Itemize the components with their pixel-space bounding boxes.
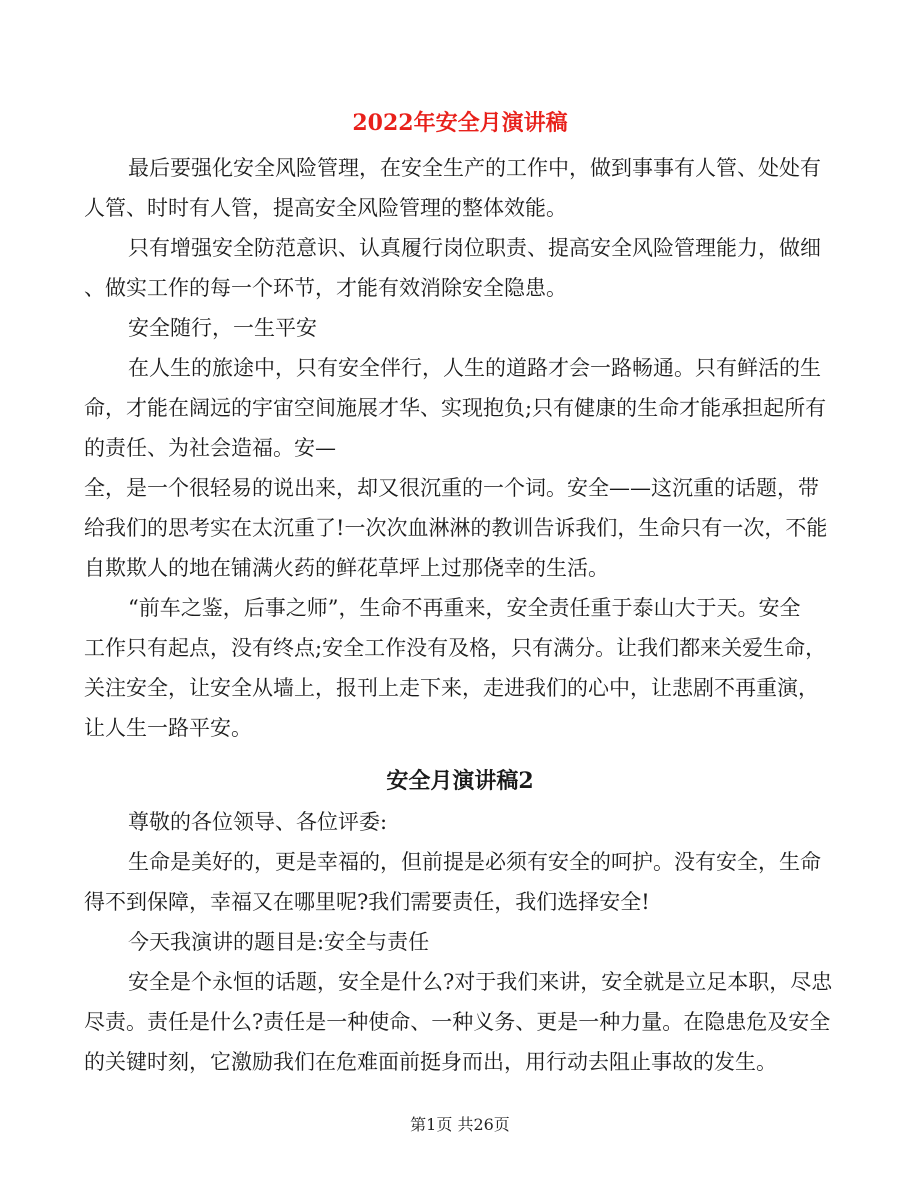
paragraph-line: 全，是一个很轻易的说出来，却又很沉重的一个词。安全——这沉重的话题，带	[84, 476, 819, 500]
paragraph-line: 的关键时刻，它激励我们在危难面前挺身而出，用行动去阻止事故的发生。	[84, 1050, 777, 1074]
section-subtitle: 安全月演讲稿2	[386, 768, 534, 794]
page-number: 第1页 共26页	[410, 1115, 510, 1134]
paragraph-line: 关注安全，让安全从墙上，报刊上走下来，走进我们的心中，让悲剧不再重演，	[84, 676, 819, 700]
paragraph-line: 生命是美好的，更是幸福的，但前提是必须有安全的呵护。没有安全，生命	[128, 850, 821, 874]
paragraph-line: 在人生的旅途中，只有安全伴行，人生的道路才会一路畅通。只有鲜活的生	[128, 356, 821, 380]
paragraph-line: 自欺欺人的地在铺满火药的鲜花草坪上过那侥幸的生活。	[84, 556, 609, 580]
body-section-1	[84, 148, 836, 748]
paragraph-line: 安全随行，一生平安	[128, 316, 317, 340]
paragraph-line: 安全是个永恒的话题，安全是什么?对于我们来讲，安全就是立足本职，尽忠	[128, 970, 833, 994]
paragraph-line: 的责任、为社会造福。安—	[84, 436, 336, 460]
document-title: 2022年安全月演讲稿	[352, 110, 568, 136]
body-section-2	[84, 802, 836, 1082]
paragraph-line: 让人生一路平安。	[84, 716, 252, 740]
paragraph-line: 今天我演讲的题目是:安全与责任	[128, 930, 430, 954]
paragraph-line: 得不到保障，幸福又在哪里呢?我们需要责任，我们选择安全!	[84, 890, 650, 914]
paragraph-line: 最后要强化安全风险管理，在安全生产的工作中，做到事事有人管、处处有	[128, 156, 821, 180]
paragraph-line: 尽责。责任是什么?责任是一种使命、一种义务、更是一种力量。在隐患危及安全	[84, 1010, 831, 1034]
paragraph-line: 尊敬的各位领导、各位评委:	[128, 810, 388, 834]
paragraph-line: 人管、时时有人管，提高安全风险管理的整体效能。	[84, 196, 567, 220]
paragraph-line: 给我们的思考实在太沉重了!一次次血淋淋的教训告诉我们，生命只有一次，不能	[84, 516, 828, 540]
paragraph-line: 工作只有起点，没有终点;安全工作没有及格，只有满分。让我们都来关爱生命，	[84, 636, 827, 660]
paragraph-line: “前车之鉴，后事之师”，生命不再重来，安全责任重于泰山大于天。安全	[128, 596, 801, 620]
paragraph-line: 只有增强安全防范意识、认真履行岗位职责、提高安全风险管理能力，做细	[128, 236, 821, 260]
paragraph-line: 、做实工作的每一个环节，才能有效消除安全隐患。	[84, 276, 567, 300]
paragraph-line: 命，才能在阔远的宇宙空间施展才华、实现抱负;只有健康的生命才能承担起所有	[84, 396, 827, 420]
